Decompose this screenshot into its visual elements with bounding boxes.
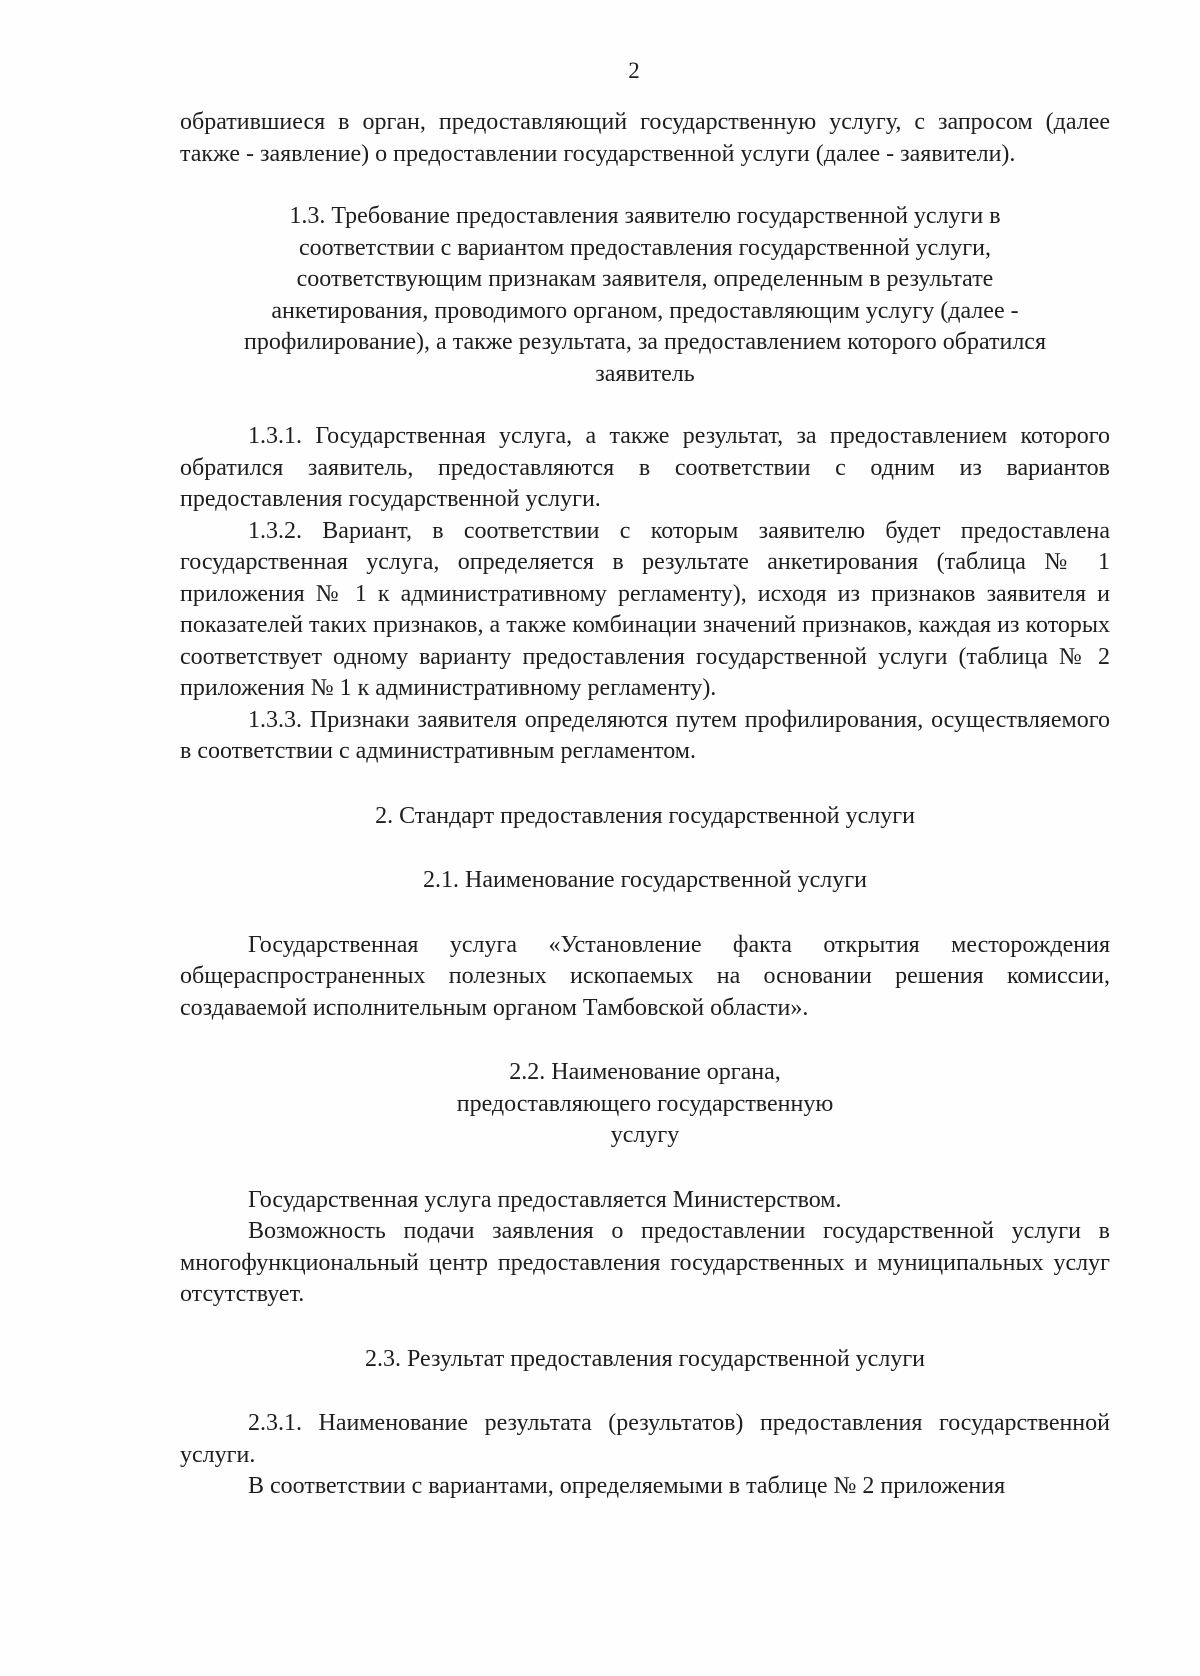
paragraph-1-3-1: 1.3.1. Государственная услуга, а также результат, за предоставлением которого обратился заявитель, предоставляются в соответствии с одним из вариантов предоставления государственной услуги. — [180, 423, 1110, 512]
page-number: 2 — [628, 58, 640, 83]
heading-section-2: 2. Стандарт предоставления государственной услуги — [375, 802, 915, 829]
paragraph-applicants-continuation: обратившиеся в орган, предоставляющий государственную услугу, с запросом (далее также - заявление) о предоставлении государственной услуги (далее - заявители). — [180, 109, 1110, 167]
paragraph-1-3-2: 1.3.2. Вариант, в соответствии с которым заявителю будет предоставлена государственная услуга, определяется в результате анкетирования (таблица № 1 приложения № 1 к административному регламенту), исходя из признаков заявителя и показателей таких признаков, а также комбинации значений признаков, каждая из которых соответствует одному варианту предоставления государственной услуги (таблица № 2 приложения № 1 к административному регламенту). — [180, 517, 1110, 701]
paragraph-2-3-1: 2.3.1. Наименование результата (результатов) предоставления государственной услуги. — [180, 1410, 1110, 1468]
paragraph-provided-by-ministry: Государственная услуга предоставляется Министерством. — [248, 1186, 842, 1213]
document-body — [180, 107, 1110, 1503]
heading-section-2-1: 2.1. Наименование государственной услуги — [423, 867, 867, 893]
paragraph-mfc-absence: Возможность подачи заявления о предоставлении государственной услуги в многофункциональный центр предоставления государственных и муниципальных услуг отсутствует. — [180, 1218, 1110, 1307]
paragraph-1-3-3: 1.3.3. Признаки заявителя определяются путем профилирования, осуществляемого в соответствии с административным регламентом. — [180, 706, 1110, 764]
paragraph-variants-continuation: В соответствии с вариантами, определяемыми в таблице № 2 приложения — [248, 1473, 1006, 1499]
heading-section-1-3: 1.3. Требование предоставления заявителю государственной услуги в соответствии с вариантом предоставления государственной услуги, соответствующим признакам заявителя, определенным в результате анкетирования, проводимого органом, предоставляющим услугу (далее - профилирование), а также результата, за предоставлением которого обратился заявитель — [243, 203, 1046, 387]
heading-section-2-2: 2.2. Наименование органа, предоставляющего государственную услугу — [456, 1059, 834, 1148]
heading-section-2-3: 2.3. Результат предоставления государственной услуги — [364, 1345, 925, 1372]
paragraph-service-name: Государственная услуга «Установление факта открытия месторождения общераспространенных полезных ископаемых на основании решения комиссии, создаваемой исполнительным органом Тамбовской области». — [180, 931, 1110, 1021]
